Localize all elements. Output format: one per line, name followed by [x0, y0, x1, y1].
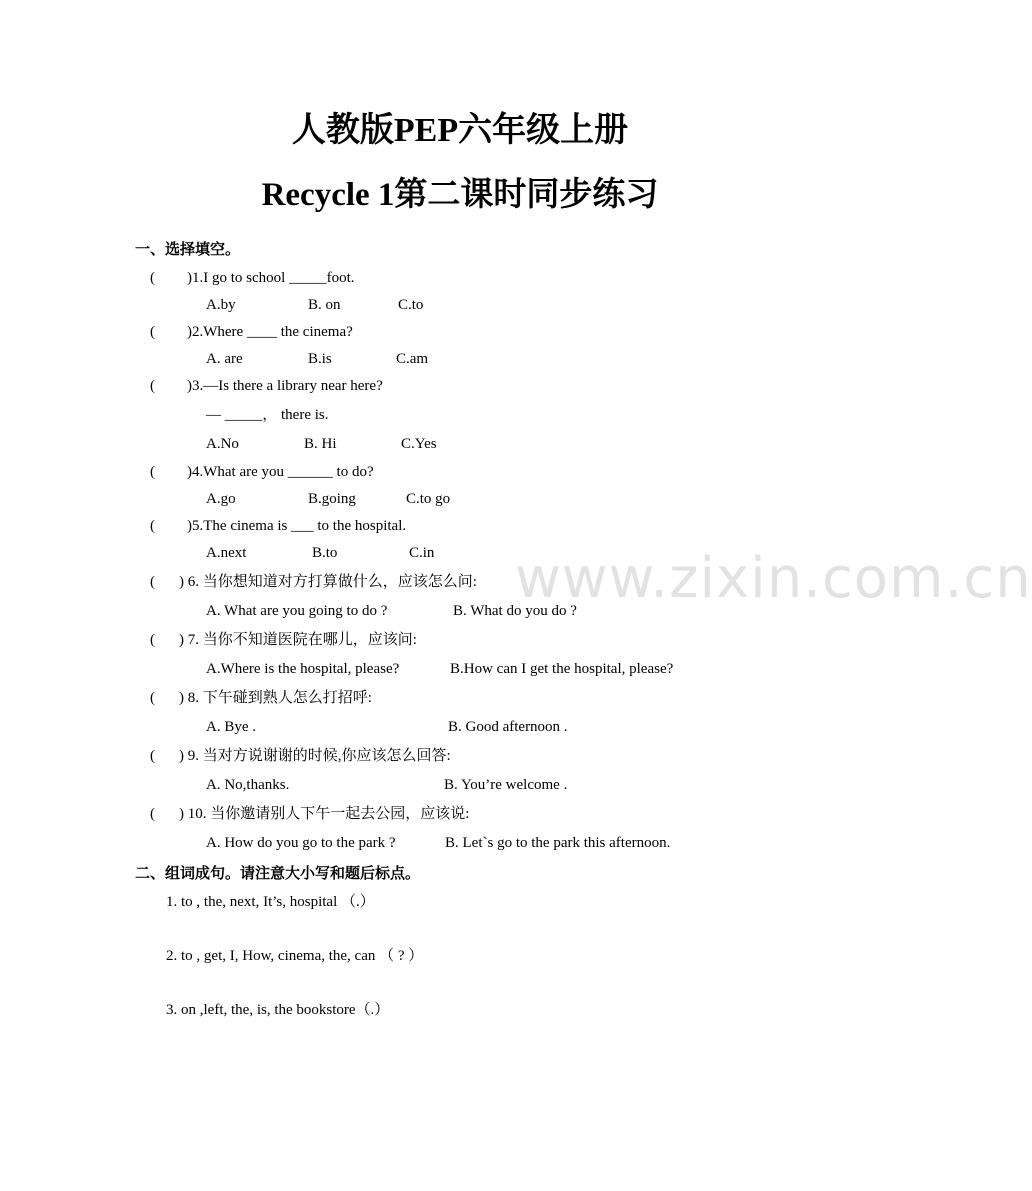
q10-option-a: A. How do you go to the park ?: [206, 835, 396, 851]
q4-option-b: B.going: [308, 491, 356, 507]
s2-item-2: 2. to , get, I, How, cinema, the, can （ ? ）: [166, 948, 424, 964]
s2-item-3: 3. on ,left, the, is, the bookstore（.）: [166, 1002, 390, 1018]
q3-text: )3.—Is there a library near here?: [187, 378, 383, 394]
section1-heading: 一、选择填空。: [135, 240, 241, 258]
q3-option-a: A.No: [206, 436, 239, 452]
q6-bracket: (: [150, 574, 155, 590]
q1-option-a: A.by: [206, 297, 236, 313]
q5-option-c: C.in: [409, 545, 435, 561]
q3-sub-text: — _____， there is.: [206, 407, 329, 423]
q2-option-a: A. are: [206, 351, 243, 367]
q5-option-a: A.next: [206, 545, 247, 561]
q1-bracket: (: [150, 270, 155, 286]
s2-item-1: 1. to , the, next, It’s, hospital （.）: [166, 894, 375, 910]
q1-option-b: B. on: [308, 297, 341, 313]
q7-option-b: B.How can I get the hospital, please?: [450, 661, 674, 677]
q10-bracket: (: [150, 806, 155, 822]
q9-option-b: B. You’re welcome .: [444, 777, 568, 793]
q8-option-b: B. Good afternoon .: [448, 719, 568, 735]
q6-option-a: A. What are you going to do ?: [206, 603, 388, 619]
q2-bracket: (: [150, 324, 155, 340]
q8-text: ) 8. 下午碰到熟人怎么打招呼:: [179, 690, 372, 706]
q6-option-b: B. What do you do ?: [453, 603, 577, 619]
q3-bracket: (: [150, 378, 155, 394]
q6-text: ) 6. 当你想知道对方打算做什么，应该怎么问:: [179, 574, 477, 590]
q2-text: )2.Where ____ the cinema?: [187, 324, 353, 340]
q4-bracket: (: [150, 464, 155, 480]
title-line-2: Recycle 1第二课时同步练习: [261, 177, 659, 213]
q10-option-b: B. Let`s go to the park this afternoon.: [445, 835, 671, 851]
q7-text: ) 7. 当你不知道医院在哪儿，应该问:: [179, 632, 417, 648]
q3-option-c: C.Yes: [401, 436, 437, 452]
q3-option-b: B. Hi: [304, 436, 337, 452]
q10-text: ) 10. 当你邀请别人下午一起去公园，应该说:: [179, 806, 470, 822]
q1-option-c: C.to: [398, 297, 424, 313]
q2-option-c: C.am: [396, 351, 429, 367]
q9-option-a: A. No,thanks.: [206, 777, 290, 793]
q4-option-a: A.go: [206, 491, 236, 507]
q5-text: )5.The cinema is ___ to the hospital.: [187, 518, 407, 534]
q2-option-b: B.is: [308, 351, 332, 367]
q4-text: )4.What are you ______ to do?: [187, 464, 374, 480]
q8-bracket: (: [150, 690, 155, 706]
section2-heading: 二、组词成句。请注意大小写和题后标点。: [135, 864, 421, 882]
q7-bracket: (: [150, 632, 155, 648]
title-line-1: 人教版PEP六年级上册: [291, 112, 629, 149]
q1-text: )1.I go to school _____foot.: [187, 270, 355, 286]
q5-option-b: B.to: [312, 545, 338, 561]
watermark: www.zixin.com.cn: [515, 546, 1032, 611]
q9-bracket: (: [150, 748, 155, 764]
q7-option-a: A.Where is the hospital, please?: [206, 661, 400, 677]
q9-text: ) 9. 当对方说谢谢的时候,你应该怎么回答:: [179, 748, 451, 764]
q4-option-c: C.to go: [406, 491, 451, 507]
q8-option-a: A. Bye .: [206, 719, 256, 735]
q5-bracket: (: [150, 518, 155, 534]
